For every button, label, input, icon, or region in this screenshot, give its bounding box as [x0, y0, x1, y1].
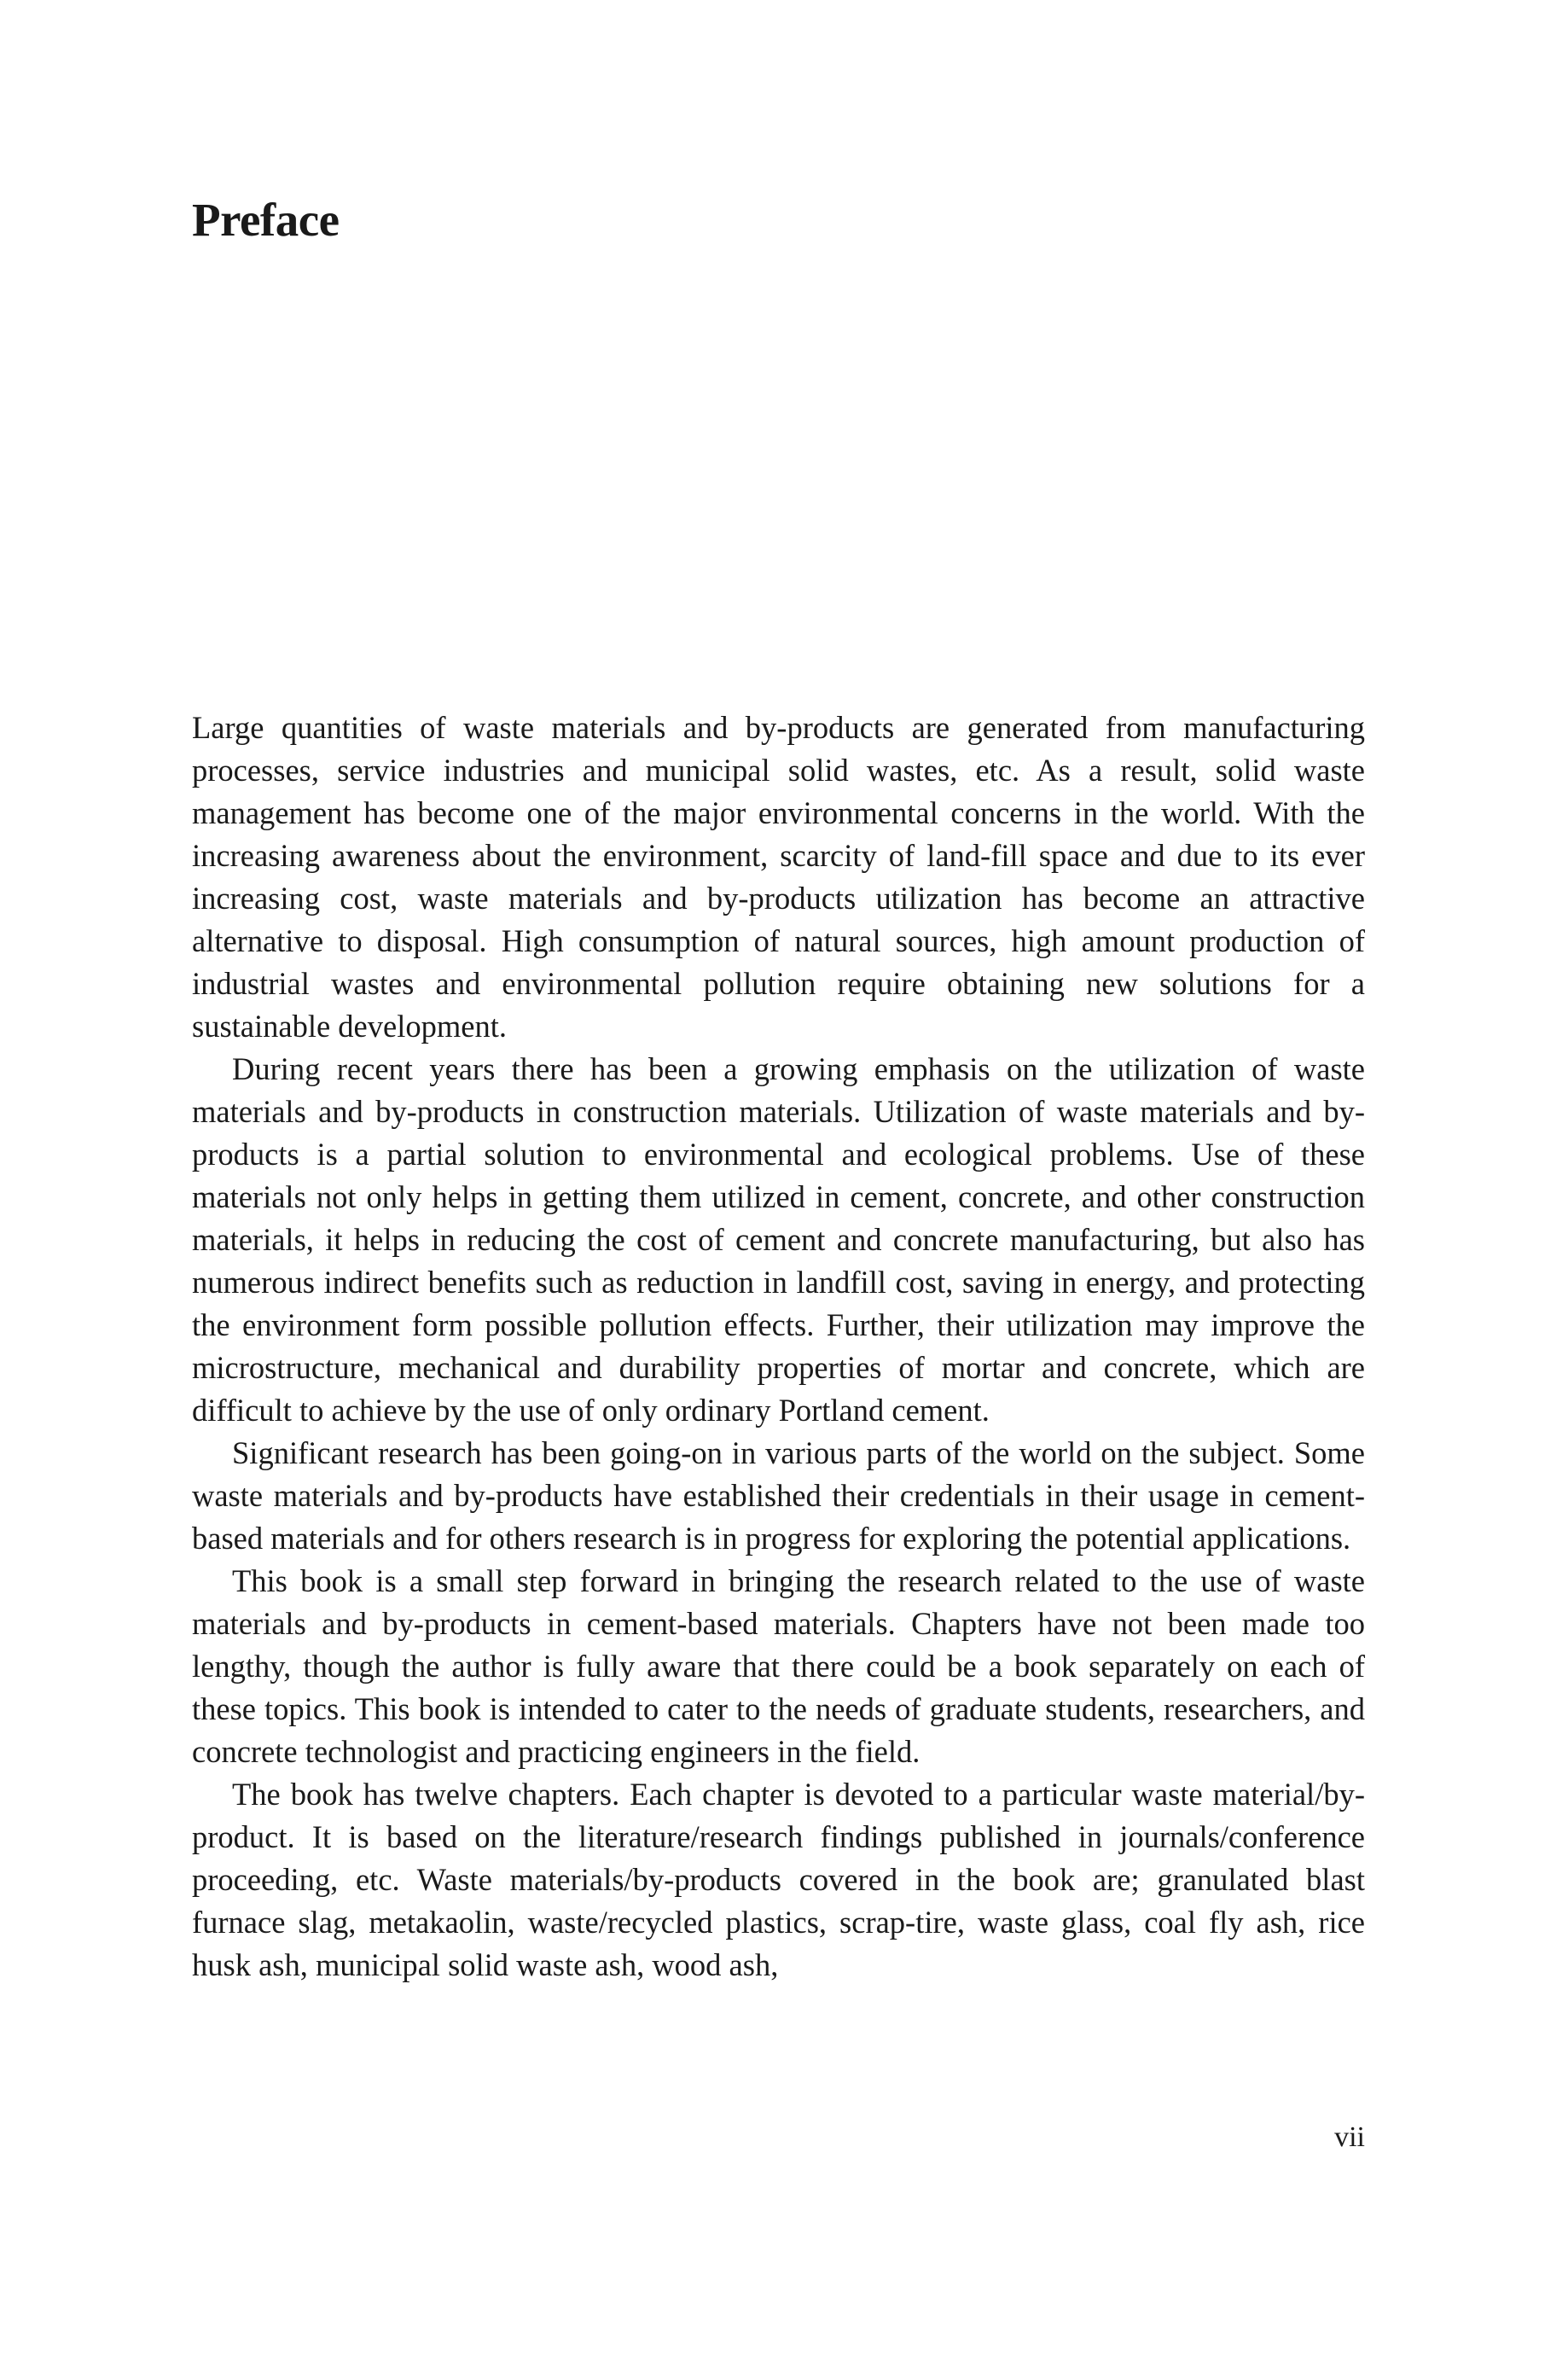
preface-body [192, 707, 1365, 1987]
page-number: vii [1334, 2121, 1365, 2153]
paragraph: This book is a small step forward in bringing the research related to the use of waste materials and by-products in cement-based materials. Chapters have not been made too lengthy, though the author is fully aware that there could be a book separately on each of these topics. This book is intended to cater to the needs of graduate students, researchers, and concrete technologist and practicing engineers in the field. [192, 1563, 1365, 1769]
paragraph: Large quantities of waste materials and by-products are generated from manufacturing processes, service industries and municipal solid wastes, etc. As a result, solid waste management has become one of the major environmental concerns in the world. With the increasing awareness about the environment, scarcity of land-fill space and due to its ever increasing cost, waste materials and by-products utilization has become an attractive alternative to disposal. High consumption of natural sources, high amount production of industrial wastes and environmental pollution require obtaining new solutions for a sustainable development. [192, 710, 1365, 1044]
paragraph: Significant research has been going-on in various parts of the world on the subject. Some waste materials and by-products have established their credentials in their usage in cement-based materials and for others research is in progress for exploring the potential applications. [192, 1435, 1365, 1556]
paragraph: During recent years there has been a growing emphasis on the utilization of waste materials and by-products in construction materials. Utilization of waste materials and by-products is a partial solution to environmental and ecological problems. Use of these materials not only helps in getting them utilized in cement, concrete, and other construction materials, it helps in reducing the cost of cement and concrete manufacturing, but also has numerous indirect benefits such as reduction in landfill cost, saving in energy, and protecting the environment form possible pollution effects. Further, their utilization may improve the microstructure, mechanical and durability properties of mortar and concrete, which are difficult to achieve by the use of only ordinary Portland cement. [192, 1051, 1365, 1428]
paragraph: The book has twelve chapters. Each chapter is devoted to a particular waste material/by-product. It is based on the literature/research findings published in journals/conference proceeding, etc. Waste materials/by-products covered in the book are; granulated blast furnace slag, metakaolin, waste/recycled plastics, scrap-tire, waste glass, coal fly ash, rice husk ash, municipal solid waste ash, wood ash, [192, 1777, 1365, 1982]
page-title: Preface [192, 194, 340, 246]
